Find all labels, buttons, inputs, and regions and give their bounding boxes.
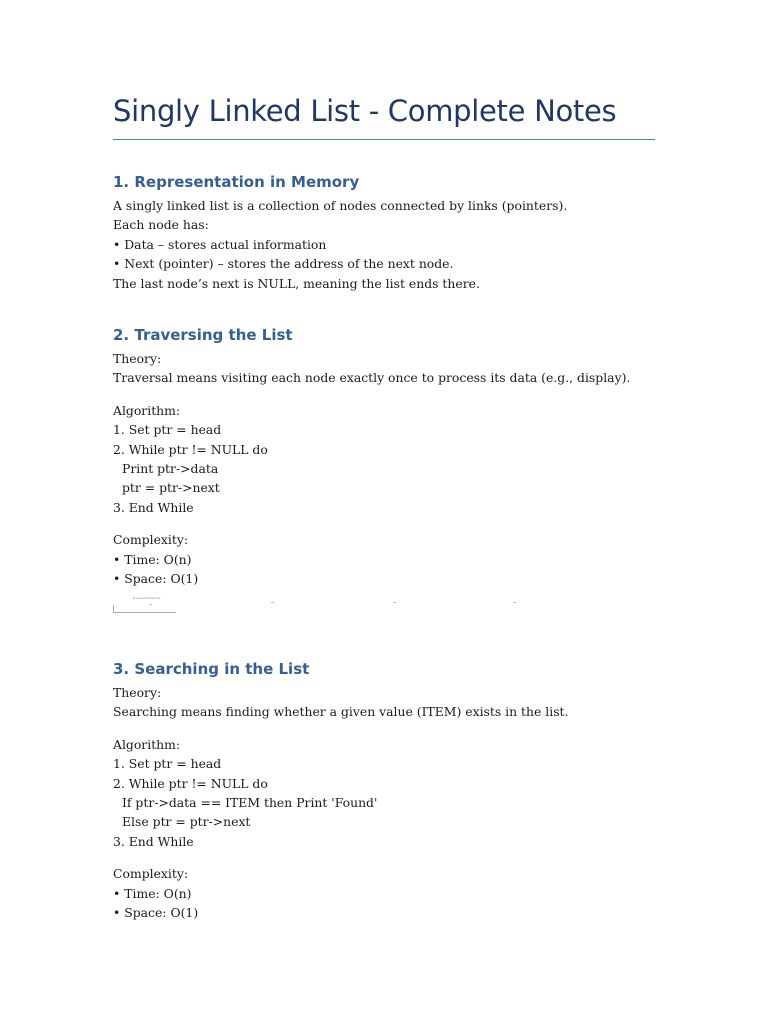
theory-label: Theory: [113, 685, 162, 700]
theory-text: Searching means finding whether a given value (ITEM) exists in the list. [113, 704, 569, 720]
algorithm-label: Algorithm: [113, 736, 181, 752]
algorithm-step: 1. Set ptr = head [113, 422, 222, 438]
figure-mark [271, 602, 274, 603]
paragraph-line: A singly linked list is a collection of nodes connected by links (pointers). [113, 198, 568, 213]
figure-caption: Traversal Example [133, 596, 161, 600]
algorithm-step: 3. End While [113, 833, 194, 849]
title-divider [113, 139, 655, 140]
complexity-label: Complexity: [113, 532, 189, 548]
algorithm-step: Print ptr->data [122, 460, 219, 476]
algorithm-label: Algorithm: [113, 402, 181, 418]
figure-frame [113, 605, 176, 613]
section-representation [113, 171, 655, 293]
theory-text: Traversal means visiting each node exactly once to process its data (e.g., display). [113, 370, 631, 386]
paragraph-line: Each node has: [113, 217, 209, 233]
complexity-label: Complexity: [113, 866, 189, 882]
figure-mark [393, 602, 396, 603]
section-heading: 1. Representation in Memory [113, 173, 360, 191]
bullet-line: • Next (pointer) – stores the address of the next node. [113, 256, 454, 272]
figure-mark [149, 604, 152, 605]
figure-mark [513, 602, 516, 603]
traversal-figure [113, 596, 533, 618]
theory-label: Theory: [113, 351, 162, 366]
complexity-item: • Time: O(n) [113, 551, 192, 567]
complexity-item: • Space: O(1) [113, 904, 199, 920]
algorithm-step: If ptr->data == ITEM then Print 'Found' [122, 794, 378, 810]
paragraph-line: The last node’s next is NULL, meaning the list ends there. [113, 275, 480, 291]
complexity-item: • Time: O(n) [113, 885, 192, 901]
section-traversing [113, 324, 655, 588]
algorithm-step: ptr = ptr->next [122, 480, 220, 496]
algorithm-step: Else ptr = ptr->next [122, 814, 251, 830]
algorithm-step: 1. Set ptr = head [113, 756, 222, 772]
algorithm-step: 2. While ptr != NULL do [113, 441, 268, 457]
document-title: Singly Linked List - Complete Notes [113, 94, 617, 128]
section-heading: 2. Traversing the List [113, 326, 293, 344]
section-searching [113, 658, 655, 922]
complexity-item: • Space: O(1) [113, 570, 199, 586]
algorithm-step: 3. End While [113, 499, 194, 515]
section-heading: 3. Searching in the List [113, 660, 310, 678]
algorithm-step: 2. While ptr != NULL do [113, 775, 268, 791]
bullet-line: • Data – stores actual information [113, 236, 327, 252]
